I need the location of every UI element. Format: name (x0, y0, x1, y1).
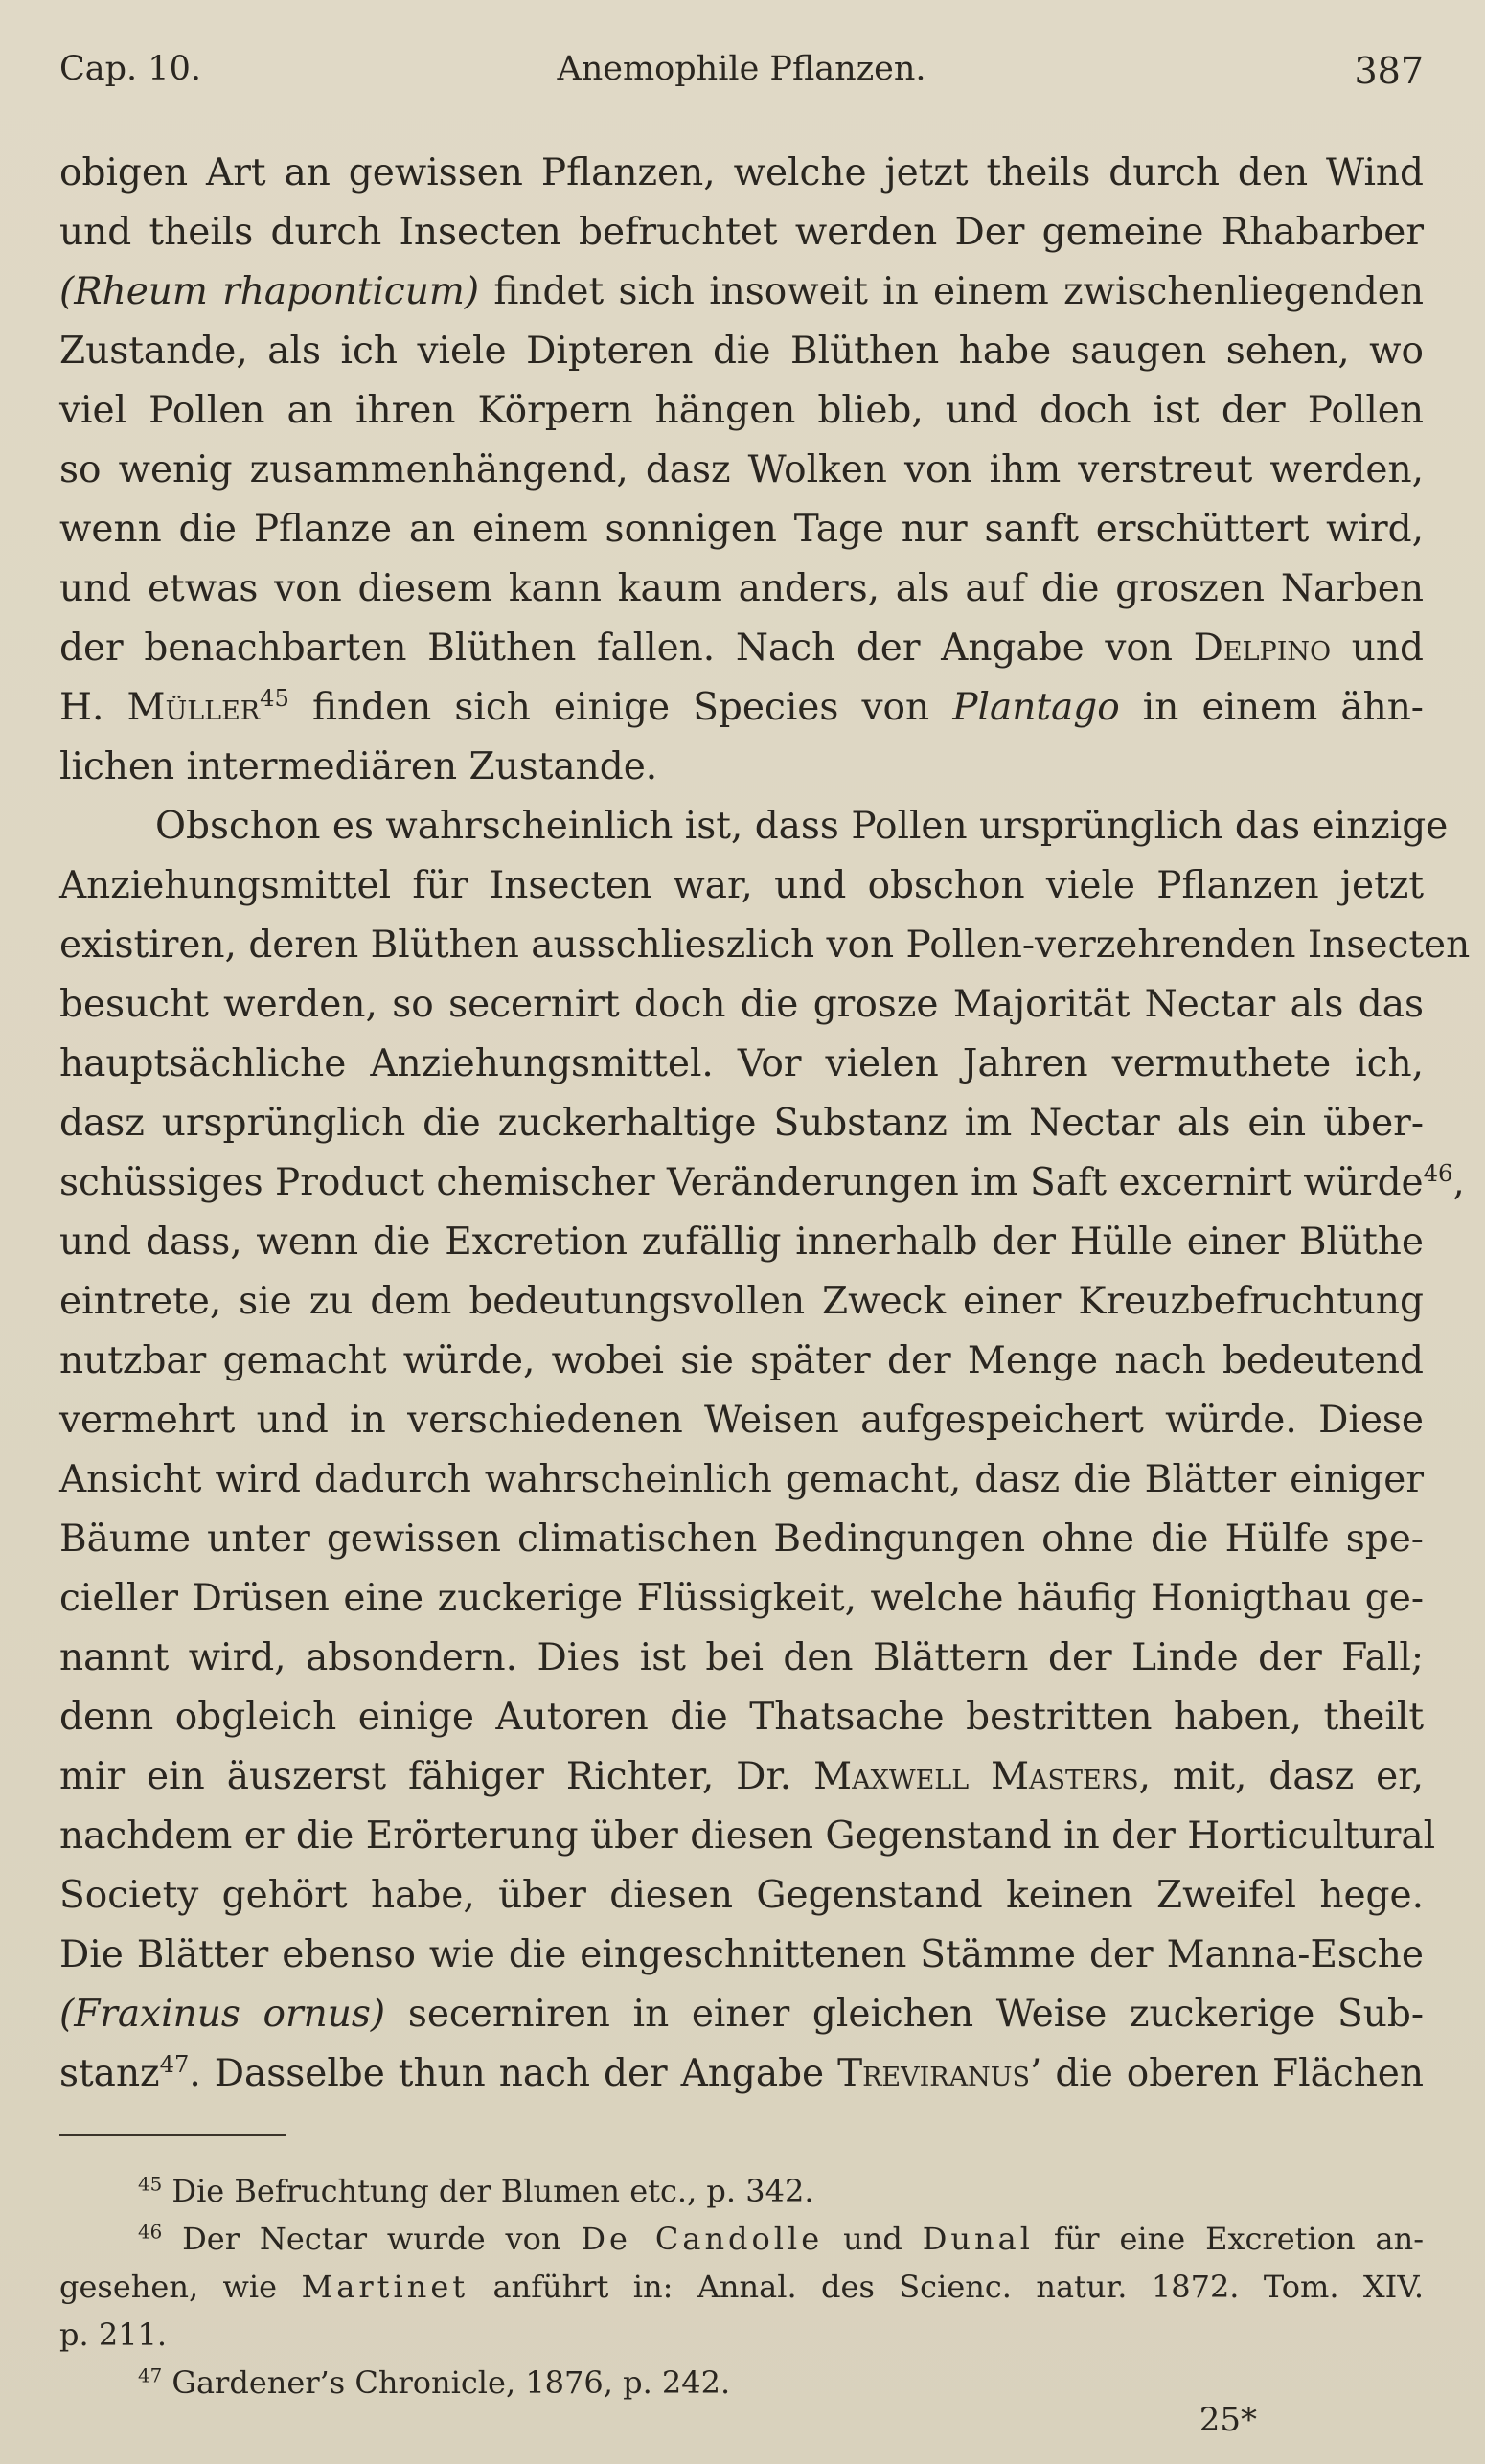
text-line: und dass, wenn die Excretion zufällig innerhalb der Hülle einer Blüthe (59, 1221, 1424, 1264)
running-header (59, 50, 1424, 98)
text-line (59, 2044, 1424, 2104)
text-span: . Dasselbe thun nach der Angabe (189, 2052, 838, 2095)
footnote-46 (59, 2215, 1424, 2263)
species-name: (Rheum rhaponticum) (59, 270, 480, 313)
text-line: Society gehört habe, über diesen Gegenstand keinen Zweifel hege. (59, 1874, 1424, 1917)
text-span: und (1331, 627, 1424, 670)
text-line: Bäume unter gewissen climatischen Bedingungen ohne die Hülfe spe- (59, 1517, 1424, 1561)
footnote-text: gesehen, wie (59, 2269, 302, 2305)
text-line: Die Blätter ebenso wie die eingeschnittenen Stämme der Manna-Esche (59, 1933, 1424, 1976)
text-span: findet sich insoweit in einem zwischenliegenden (479, 270, 1424, 313)
footnote-46-cont (59, 2263, 1424, 2311)
text-line: wenn die Pflanze an einem sonnigen Tage nur sanft erschüttert wird, (59, 508, 1424, 551)
text-span: schüssiges Product chemischer Veränderungen im Saft excernirt würde (59, 1161, 1424, 1204)
text-line: und etwas von diesem kann kaum anders, als auf die groszen Narben (59, 567, 1424, 610)
running-title: Anemophile Pflanzen. (557, 50, 926, 88)
footnote-text: für eine Excretion an- (1033, 2221, 1425, 2257)
text-span: der benachbarten Blüthen fallen. Nach der Angabe von (59, 627, 1194, 670)
text-span: , (1452, 1161, 1465, 1204)
text-line (59, 1153, 1465, 1213)
species-name: (Fraxinus ornus) (59, 1993, 386, 2036)
footnote-text: und (823, 2221, 923, 2257)
author-name: Treviranus (837, 2052, 1030, 2095)
text-line: existiren, deren Blüthen ausschlieszlich von Pollen-verzehrenden Insecten (59, 924, 1471, 967)
text-span: finden sich einige Species von (288, 686, 953, 729)
text-line: obigen Art an gewissen Pflanzen, welche jetzt theils durch den Wind (59, 151, 1424, 194)
footnote-ref: 46 (1423, 1160, 1453, 1187)
text-line: und theils durch Insecten befruchtet werden Der gemeine Rhabarber (59, 211, 1424, 254)
footnote-45 (59, 2167, 1424, 2215)
footnotes (59, 2167, 1424, 2407)
footnote-text: Die Befruchtung der Blumen etc., p. 342. (162, 2173, 814, 2209)
spaced-name: Martinet (301, 2269, 469, 2305)
text-line: nachdem er die Erörterung über diesen Gegenstand in der Horticultural (59, 1814, 1436, 1858)
text-span: mir ein äuszerst fähiger Richter, Dr. (59, 1755, 814, 1798)
printer-signature: 25* (1199, 2401, 1257, 2439)
footnote-text: Gardener’s Chronicle, 1876, p. 242. (162, 2364, 731, 2401)
text-line: so wenig zusammenhängend, dasz Wolken von ihm verstreut werden, (59, 448, 1424, 491)
footnote-47 (59, 2359, 1424, 2407)
text-line (59, 619, 1424, 678)
text-span: H. (59, 686, 127, 729)
text-line: Ansicht wird dadurch wahrscheinlich gemacht, dasz die Blätter einiger (59, 1458, 1424, 1501)
paragraph-start-line: Obschon es wahrscheinlich ist, dass Pollen ursprünglich das einzige (155, 805, 1449, 848)
text-line (59, 262, 1424, 322)
text-line: dasz ursprünglich die zuckerhaltige Substanz im Nectar als ein über- (59, 1102, 1424, 1145)
text-line: cieller Drüsen eine zuckerige Flüssigkeit, welche häufig Honigthau ge- (59, 1577, 1424, 1620)
text-span: , mit, dasz er, (1138, 1755, 1424, 1798)
text-line: besucht werden, so secernirt doch die grosze Majorität Nectar als das (59, 983, 1424, 1026)
footnote-number: 46 (138, 2221, 163, 2244)
text-line (59, 1985, 1424, 2044)
text-span: ’ die oberen Flächen (1030, 2052, 1425, 2095)
text-line: eintrete, sie zu dem bedeutungsvollen Zweck einer Kreuzbefruchtung (59, 1280, 1424, 1323)
footnote-ref: 45 (260, 685, 289, 712)
text-line (59, 678, 1424, 738)
text-line: vermehrt und in verschiedenen Weisen aufgespeichert würde. Diese (59, 1399, 1424, 1442)
text-span: stanz (59, 2052, 160, 2095)
page-number: 387 (1354, 50, 1424, 92)
text-line: Anziehungsmittel für Insecten war, und obschon viele Pflanzen jetzt (59, 864, 1424, 907)
text-line: hauptsächliche Anziehungsmittel. Vor vielen Jahren vermuthete ich, (59, 1042, 1424, 1085)
text-span: in einem ähn- (1119, 686, 1424, 729)
footnote-number: 47 (138, 2364, 163, 2387)
footnote-text: Der Nectar wurde von (162, 2221, 582, 2257)
spaced-name: De Candolle (581, 2221, 824, 2257)
text-line: nutzbar gemacht würde, wobei sie später der Menge nach bedeutend (59, 1339, 1424, 1382)
footnote-46-end: p. 211. (59, 2316, 168, 2353)
text-line: denn obgleich einige Autoren die Thatsache bestritten haben, theilt (59, 1696, 1424, 1739)
text-line: Zustande, als ich viele Dipteren die Blüthen habe saugen sehen, wo (59, 330, 1424, 373)
body-text (59, 144, 1471, 2104)
text-line: lichen intermediären Zustande. (59, 745, 658, 788)
text-line: viel Pollen an ihren Körpern hängen blieb, und doch ist der Pollen (59, 389, 1424, 432)
author-name: Delpino (1193, 627, 1332, 670)
genus-name: Plantago (952, 686, 1120, 729)
footnote-number: 45 (138, 2173, 163, 2196)
footnote-divider (59, 2134, 286, 2136)
author-name: Maxwell Masters (813, 1755, 1139, 1798)
author-name: Müller (126, 686, 261, 729)
text-line: nannt wird, absondern. Dies ist bei den Blättern der Linde der Fall; (59, 1636, 1424, 1679)
text-line (59, 1747, 1424, 1807)
chapter-label: Cap. 10. (59, 50, 201, 88)
footnote-text: anführt in: Annal. des Scienc. natur. 1872. Tom. XIV. (468, 2269, 1425, 2305)
spaced-name: Dunal (922, 2221, 1034, 2257)
text-span: secerniren in einer gleichen Weise zuckerige Sub- (385, 1993, 1425, 2036)
footnote-ref: 47 (159, 2051, 190, 2078)
